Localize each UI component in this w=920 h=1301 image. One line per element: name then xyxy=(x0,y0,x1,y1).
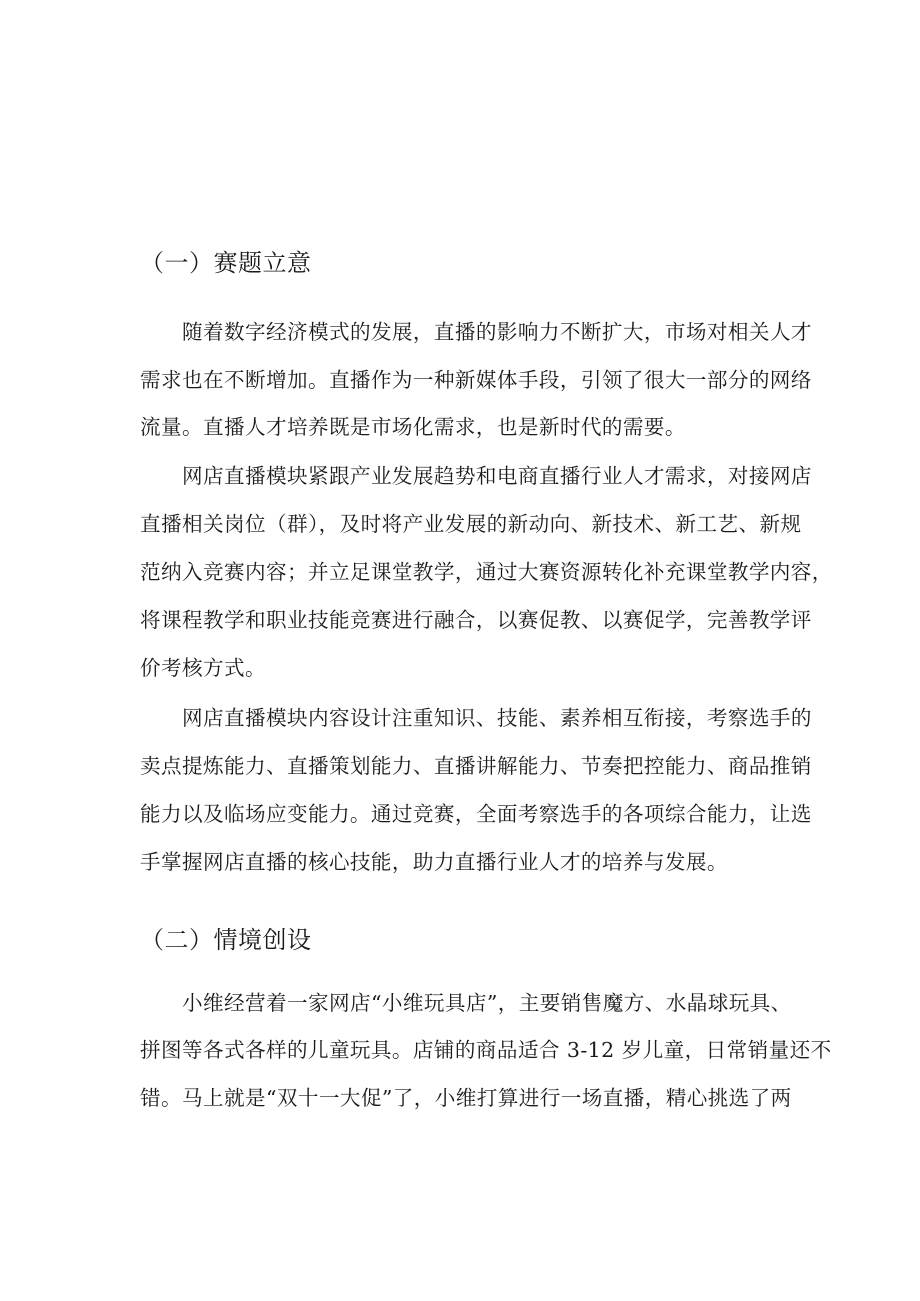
paragraph-line: 需求也在不断增加。直播作为一种新媒体手段，引领了很大一部分的网络 xyxy=(140,368,812,392)
paragraph-line: 范纳入竞赛内容；并立足课堂教学，通过大赛资源转化补充课堂教学内容， xyxy=(140,560,833,584)
paragraph-line: 手掌握网店直播的核心技能，助力直播行业人才的培养与发展。 xyxy=(140,850,728,874)
paragraph-line: 卖点提炼能力、直播策划能力、直播讲解能力、节奏把控能力、商品推销 xyxy=(140,754,812,778)
section-heading-2: （二）情境创设 xyxy=(140,926,312,954)
paragraph-line: 能力以及临场应变能力。通过竞赛，全面考察选手的各项综合能力，让选 xyxy=(140,802,812,826)
paragraph-line: 错。马上就是“双十一大促”了，小维打算进行一场直播，精心挑选了两 xyxy=(140,1086,792,1110)
section-heading-1: （一）赛题立意 xyxy=(140,249,312,277)
paragraph-line: 网店直播模块内容设计注重知识、技能、素养相互衔接，考察选手的 xyxy=(182,706,812,730)
paragraph-line: 将课程教学和职业技能竞赛进行融合，以赛促教、以赛促学，完善教学评 xyxy=(140,608,812,632)
paragraph-line: 随着数字经济模式的发展，直播的影响力不断扩大，市场对相关人才 xyxy=(182,320,812,344)
paragraph-line: 拼图等各式各样的儿童玩具。店铺的商品适合 3-12 岁儿童，日常销量还不 xyxy=(140,1038,832,1062)
paragraph-line: 网店直播模块紧跟产业发展趋势和电商直播行业人才需求，对接网店 xyxy=(182,464,812,488)
paragraph-line: 直播相关岗位（群），及时将产业发展的新动向、新技术、新工艺、新规 xyxy=(140,512,802,536)
paragraph-line: 价考核方式。 xyxy=(140,656,266,680)
paragraph-line: 流量。直播人才培养既是市场化需求，也是新时代的需要。 xyxy=(140,415,686,439)
paragraph-line: 小维经营着一家网店“小维玩具店”，主要销售魔方、水晶球玩具、 xyxy=(182,991,792,1015)
